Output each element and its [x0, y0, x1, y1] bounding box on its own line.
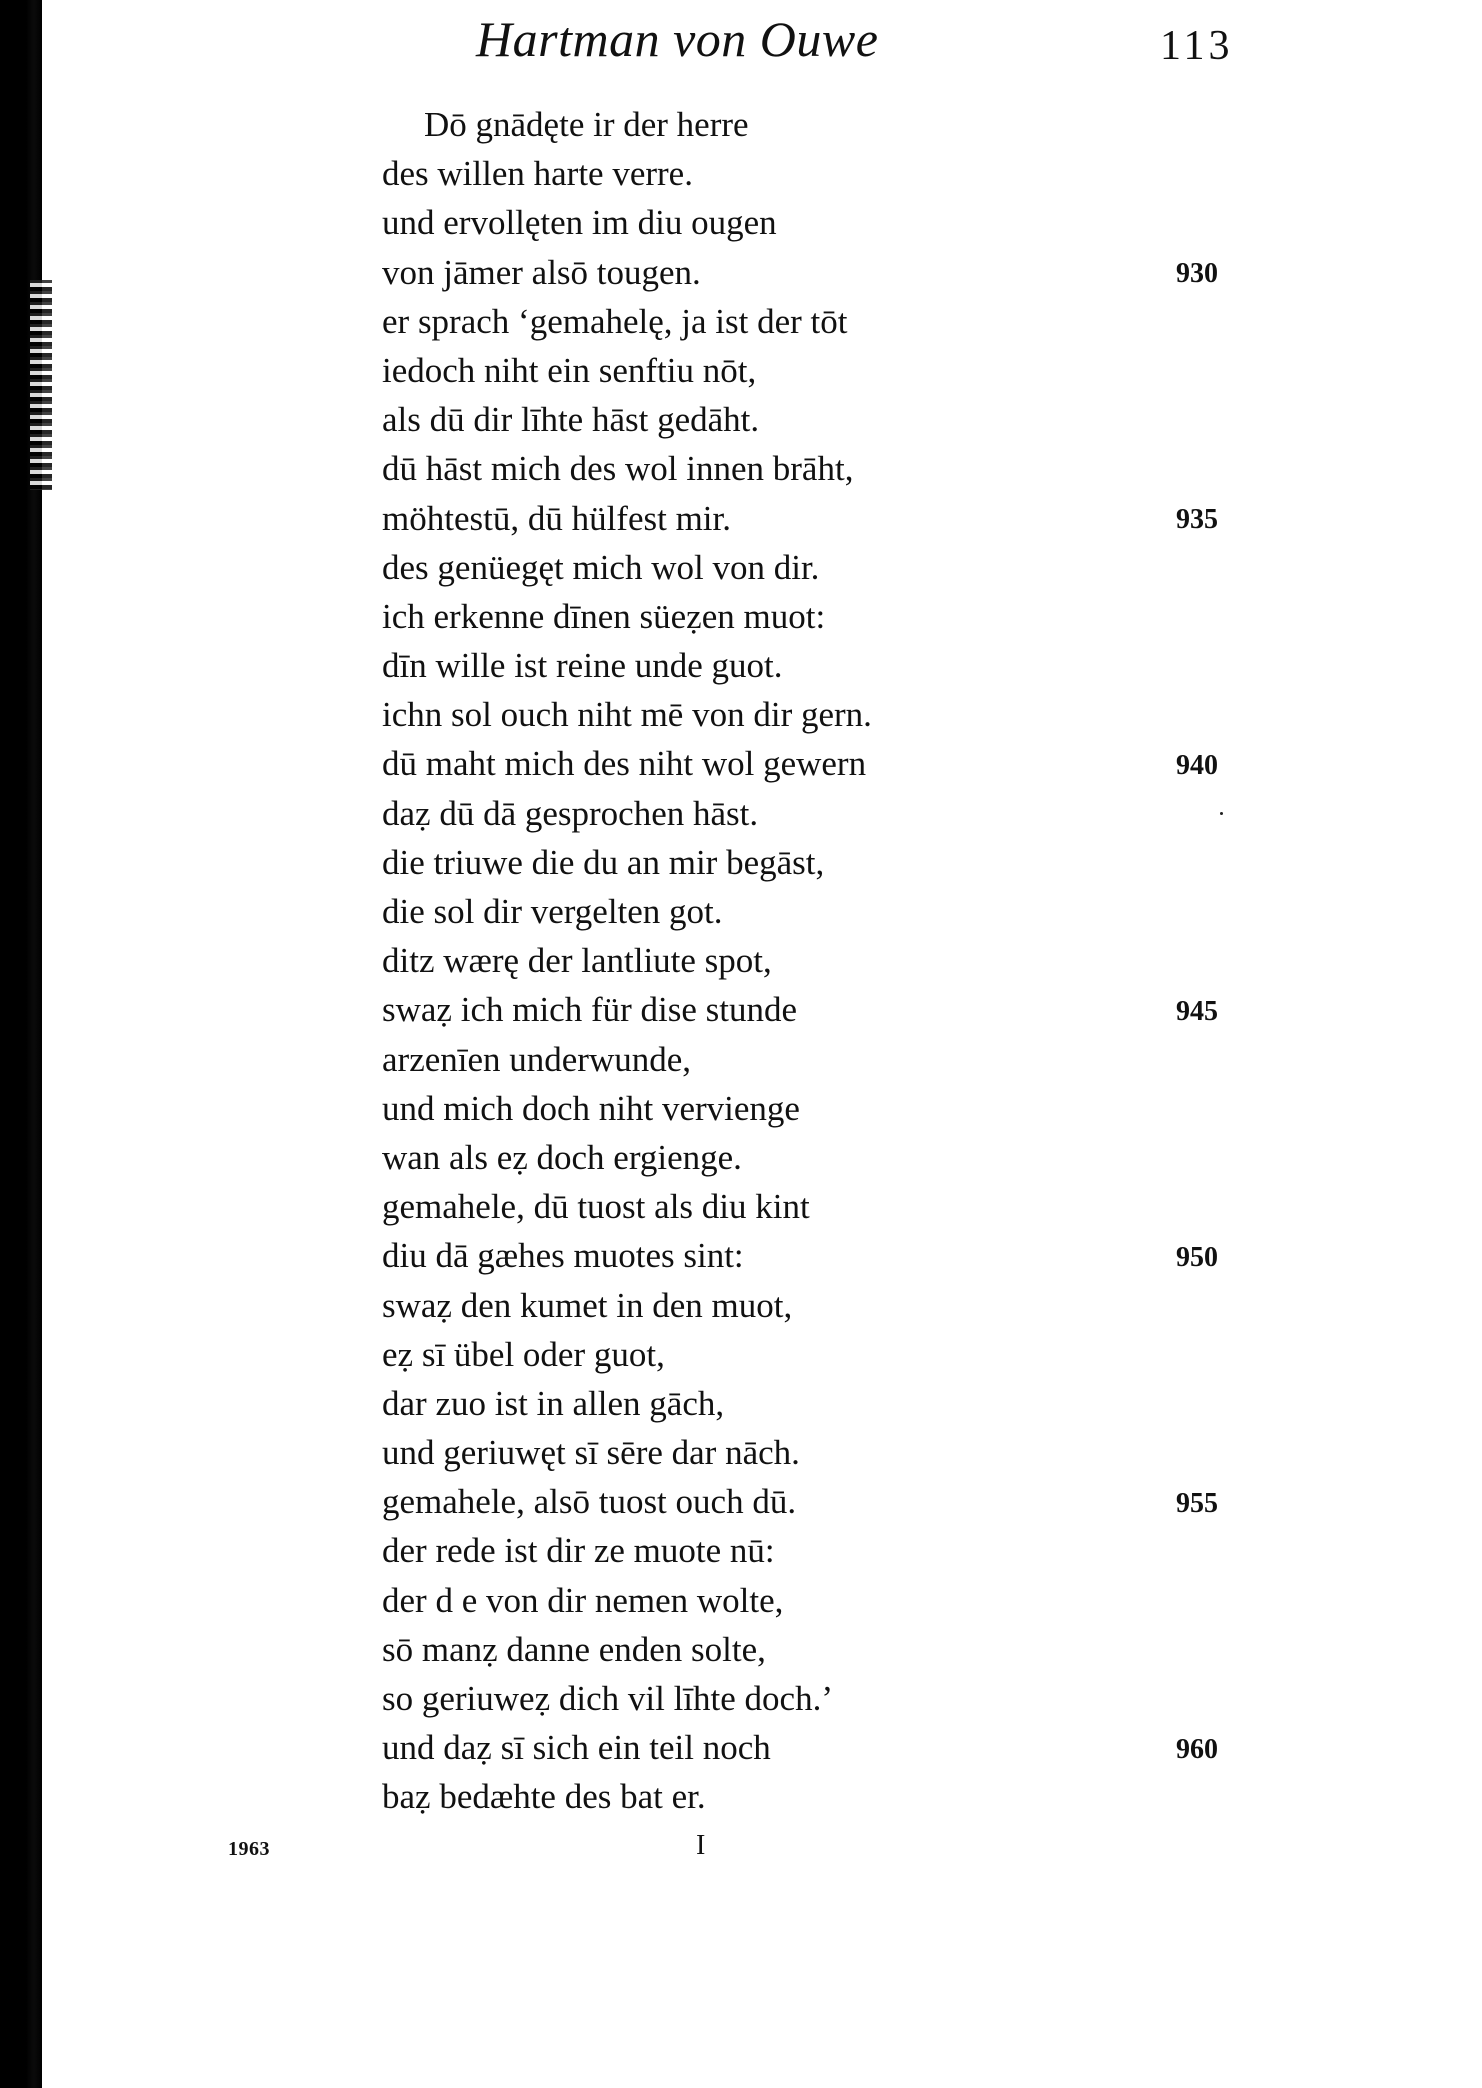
line-number: 940	[1176, 749, 1218, 781]
verse-line: ich erkenne dīnen süeẓen muot:	[382, 596, 826, 636]
verse-line: und geriuwęt sī sēre dar nāch.	[382, 1433, 800, 1473]
verse-line: eẓ sī übel oder guot,	[382, 1334, 665, 1374]
verse-line: und ervollęten im diu ougen	[382, 203, 777, 243]
verse-line: swaẓ ich mich für dise stunde	[382, 990, 798, 1030]
verse-line: der d e von dir nemen wolte,	[382, 1580, 784, 1620]
verse-line: er sprach ‘gemahelę, ja ist der tōt	[382, 301, 848, 341]
line-number: 935	[1176, 503, 1218, 535]
verse-line: dū hāst mich des wol innen brāht,	[382, 449, 854, 489]
verse-line: der rede ist dir ze muote nū:	[382, 1531, 775, 1571]
verse-line: des willen harte verre.	[382, 154, 693, 194]
verse-line: als dū dir līhte hāst gedāht.	[382, 400, 760, 440]
scan-edge-artifact	[30, 280, 52, 490]
verse-line: dīn wille ist reine unde guot.	[382, 646, 783, 686]
verse-line: dar zuo ist in allen gāch,	[382, 1383, 725, 1423]
verse-line: die triuwe die du an mir begāst,	[382, 842, 825, 882]
line-number: 945	[1176, 995, 1218, 1027]
verse-line: wan als eẓ doch ergienge.	[382, 1137, 742, 1177]
verse-block	[382, 100, 1162, 1822]
verse-line: gemahele, dū tuost als diu kint	[382, 1187, 810, 1227]
print-speck	[1220, 812, 1223, 815]
verse-line: baẓ bedæhte des bat er.	[382, 1777, 706, 1817]
verse-line: diu dā gæhes muotes sint:	[382, 1236, 744, 1276]
verse-line: die sol dir vergelten got.	[382, 892, 723, 931]
verse-line: so geriuweẓ dich vil līhte doch.’	[382, 1679, 833, 1718]
verse-line: und mich doch niht verviengе	[382, 1088, 800, 1128]
verse-line: gemahele, alsō tuost ouch dū.	[382, 1482, 797, 1522]
verse-line: von jāmer alsō tougen.	[382, 252, 701, 292]
verse-line: iedoch niht ein senftiu nōt,	[382, 350, 757, 390]
verse-line: möhtestū, dū hülfest mir.	[382, 498, 732, 538]
print-mark: 1963	[228, 1838, 270, 1860]
page-number: 113	[1160, 23, 1234, 69]
verse-line: Dō gnādęte ir der herre	[424, 105, 749, 144]
verse-line: sō manẓ danne enden solte,	[382, 1629, 766, 1669]
verse-line: arzenīen underwunde,	[382, 1039, 692, 1079]
verse-line: und daẓ sī sich ein teil noch	[382, 1728, 771, 1768]
verse-line: swaẓ den kumet in den muot,	[382, 1285, 793, 1325]
verse-line: ditz wærę der lantliute spot,	[382, 941, 772, 981]
line-number: 930	[1176, 257, 1218, 289]
verse-line: ichn sol ouch niht mē von dir gern.	[382, 695, 872, 735]
verse-line: daẓ dū dā gesprochen hāst.	[382, 793, 759, 833]
running-title: Hartman von Ouwe	[476, 11, 879, 67]
signature-letter: I	[696, 1830, 706, 1861]
verse-line: des genüegęt mich wol von dir.	[382, 547, 820, 587]
line-number: 960	[1176, 1733, 1218, 1765]
verse-line: dū maht mich des niht wol gewern	[382, 744, 867, 784]
line-number: 955	[1176, 1487, 1218, 1519]
line-number: 950	[1176, 1241, 1218, 1273]
